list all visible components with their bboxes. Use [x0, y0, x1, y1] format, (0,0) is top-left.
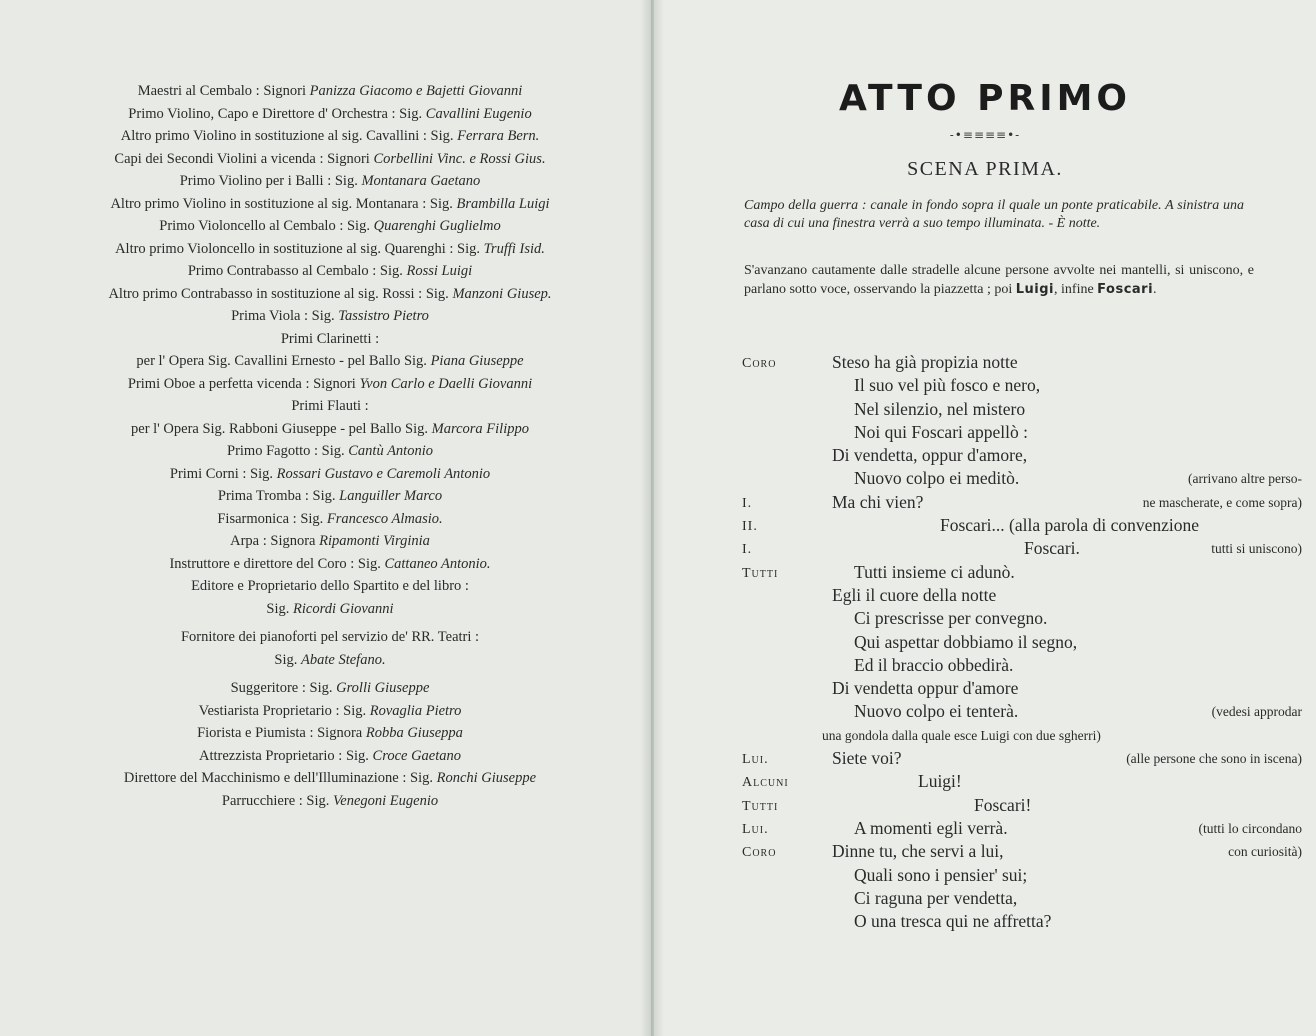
credit-role: Sig. [266, 600, 290, 617]
credit-name: Cavallini Eugenio [425, 105, 532, 122]
credit-role: Primo Violoncello al Cembalo : Sig. [159, 218, 370, 234]
verse-text: Quali sono i pensier' sui; [854, 864, 1028, 885]
act-title: ATTO PRIMO [838, 78, 1132, 119]
credit-role: Altro primo Contrabasso in sostituzione al sig. Rossi : Sig. [108, 285, 449, 302]
credit-role: Altro primo Violino in sostituzione al sig. Cavallini : Sig. [120, 128, 454, 144]
credit-name: Ripamonti Virginia [319, 533, 430, 549]
verse-text: Steso ha già propizia notte [832, 352, 1018, 372]
speaker-label: Tutti [742, 565, 779, 581]
verse-line [742, 771, 1302, 794]
credit-name: Rossi Luigi [406, 263, 473, 279]
credit-role: Primo Violino, Capo e Direttore d' Orchestra : Sig. [128, 105, 423, 122]
credit-name: Robba Giuseppa [365, 725, 463, 741]
verse-line [742, 865, 1302, 888]
credit-name: Montanara Gaetano [361, 173, 481, 189]
credit-role: Fiorista e Piumista : Signora [197, 725, 363, 741]
credit-name: Languiller Marco [339, 488, 443, 504]
credit-name: Ricordi Giovanni [293, 600, 394, 617]
stage-note: una gondola dalla quale esce Luigi con due sgherri) [822, 727, 1101, 743]
verse-text: Siete voi? [832, 748, 902, 769]
credit-role: Instruttore e direttore del Coro : Sig. [169, 555, 381, 572]
verse-line [742, 585, 1302, 608]
credit-line [40, 283, 620, 306]
credit-role: Maestri al Cembalo : Signori [137, 83, 307, 99]
credit-line [40, 553, 620, 576]
credit-name: Venegoni Eugenio [333, 792, 439, 809]
stage-note: ne mascherate, e come sopra) [1142, 494, 1302, 510]
verse-line [742, 818, 1302, 841]
verse-line [742, 399, 1302, 422]
verse-text: A momenti egli verrà. [854, 817, 1008, 838]
credit-role: Prima Tromba : Sig. [217, 488, 336, 504]
verse-text: Egli il cuore della notte [832, 584, 997, 605]
verse-text: Ci raguna per vendetta, [854, 887, 1018, 908]
character-foscari: Foscari [1097, 282, 1154, 297]
speaker-label: Tutti [742, 798, 779, 814]
credit-name: Grolli Giuseppe [336, 680, 430, 696]
credit-line [40, 395, 620, 418]
character-luigi: Luigi [1015, 282, 1055, 297]
credit-line [40, 508, 620, 531]
credit-line [40, 103, 620, 126]
credit-name: Cantù Antonio [348, 443, 433, 459]
verse-line [742, 678, 1302, 701]
verse-text: Tutti insieme ci adunò. [854, 561, 1015, 582]
credit-name: Tassistro Pietro [338, 308, 429, 324]
credit-line [40, 80, 620, 103]
credit-line [40, 530, 620, 553]
speaker-label: Alcuni [742, 775, 789, 791]
credit-role: Prima Viola : Sig. [231, 308, 335, 324]
credit-role: Fisarmonica : Sig. [217, 510, 324, 527]
credit-role: Arpa : Signora [230, 533, 316, 549]
credit-name: Manzoni Giusep. [452, 285, 552, 302]
credit-role: Primi Flauti : [291, 398, 369, 414]
stage-direction-text: S'avanzano cautamente dalle stradelle alcune persone avvolte nei mantelli, si uniscono, e parlano sotto voce, osservando la piazzetta ; poi [744, 263, 1254, 297]
credit-line [40, 418, 620, 441]
credit-name: Corbellini Vinc. e Rossi Gius. [373, 150, 546, 167]
credit-line [40, 350, 620, 373]
speaker-label: II. [742, 519, 758, 535]
speaker-label: Coro [742, 845, 777, 861]
credits-list [40, 80, 620, 812]
verse-line [742, 422, 1302, 445]
verse-text: Di vendetta oppur d'amore [832, 678, 1019, 699]
credit-line [40, 745, 620, 768]
verse-line [742, 795, 1302, 818]
verse-text: Foscari... (alla parola di convenzione [940, 515, 1199, 536]
credit-name: Yvon Carlo e Daelli Giovanni [359, 375, 533, 392]
verse-text: Il suo vel più fosco e nero, [854, 375, 1041, 396]
credit-name: Rossari Gustavo e Caremoli Antonio [276, 465, 491, 482]
verse-line [742, 841, 1302, 864]
verse-line [742, 655, 1302, 678]
verse-text: Dinne tu, che servi a lui, [832, 841, 1004, 862]
credit-role: Primo Contrabasso al Cembalo : Sig. [187, 263, 403, 279]
credit-name: Marcora Filippo [431, 420, 529, 437]
speaker-label: Lui. [742, 821, 769, 837]
verse-line [742, 911, 1302, 934]
credit-name: Abate Stefano. [301, 651, 386, 668]
stage-note: tutti si uniscono) [1211, 541, 1302, 557]
credit-line [40, 767, 620, 790]
verse-line [742, 352, 1302, 375]
credit-name: Francesco Almasio. [326, 510, 443, 527]
verse-text: Noi qui Foscari appellò : [854, 421, 1029, 442]
verse-line [742, 725, 1302, 748]
credit-name: Cattaneo Antonio. [384, 555, 491, 572]
credit-name: Brambilla Luigi [456, 195, 550, 212]
stage-direction-end: . [1153, 282, 1157, 297]
verse-line [742, 375, 1302, 398]
credit-line [40, 328, 620, 351]
verse-text: Luigi! [918, 771, 962, 792]
verse-text: Ci prescrisse per convegno. [854, 608, 1048, 629]
verse-line [742, 632, 1302, 655]
libretto-verses [742, 352, 1302, 934]
verse-text: Ed il braccio obbedirà. [854, 654, 1014, 675]
verse-text: Nuovo colpo ei meditò. [854, 468, 1020, 489]
credit-name: Rovaglia Pietro [369, 702, 462, 719]
credit-line [40, 485, 620, 508]
credit-role: Primi Oboe a perfetta vicenda : Signori [127, 375, 356, 392]
credit-line [40, 148, 620, 171]
credit-name: Ronchi Giuseppe [436, 770, 537, 786]
scene-description: Campo della guerra : canale in fondo sopra il quale un ponte praticabile. A sinistra una casa di cui una finestra verrà a suo tempo illuminata. - È notte. [744, 198, 1244, 231]
credit-name: Croce Gaetano [372, 747, 462, 764]
credit-role: Altro primo Violoncello in sostituzione al sig. Quarenghi : Sig. [115, 240, 481, 257]
speaker-label: Lui. [742, 752, 769, 768]
right-page [654, 0, 1316, 1036]
book-gutter [640, 0, 664, 1036]
verse-line [742, 468, 1302, 491]
verse-line [742, 748, 1302, 771]
verse-text: O una tresca qui ne affretta? [854, 911, 1052, 932]
speaker-label: I. [742, 542, 753, 558]
credit-line [40, 125, 620, 148]
verse-text: Nuovo colpo ei tenterà. [854, 701, 1019, 722]
credit-line [40, 790, 620, 813]
verse-line [742, 888, 1302, 911]
stage-note: (arrivano altre perso- [1188, 471, 1302, 487]
verse-text: Foscari. [1024, 538, 1080, 559]
speaker-label: I. [742, 495, 753, 511]
verse-line [742, 701, 1302, 724]
verse-line [742, 515, 1302, 538]
credit-role: Capi dei Secondi Violini a vicenda : Signori [114, 150, 370, 167]
verse-text: Nel silenzio, nel mistero [854, 398, 1026, 419]
verse-text: Di vendetta, oppur d'amore, [832, 445, 1028, 466]
credit-line [40, 260, 620, 283]
credit-line [40, 238, 620, 261]
credit-name: Ferrara Bern. [457, 128, 540, 144]
verse-text: Qui aspettar dobbiamo il segno, [854, 631, 1078, 652]
stage-note: (vedesi approdar [1211, 704, 1302, 720]
credit-role: Sig. [274, 651, 298, 668]
credit-line [40, 305, 620, 328]
credit-line [40, 649, 620, 672]
credit-name: Piana Giuseppe [430, 353, 524, 369]
credit-name: Panizza Giacomo e Bajetti Giovanni [309, 83, 523, 99]
credit-line [40, 215, 620, 238]
credit-role: Suggeritore : Sig. [230, 680, 333, 696]
credit-role: Parrucchiere : Sig. [221, 792, 330, 809]
stage-direction-mid: , infine [1054, 282, 1094, 297]
ornament-divider: -•≡≡≡≡•- [949, 128, 1021, 142]
scene-heading: SCENA PRIMA. [907, 158, 1063, 180]
verse-text: Ma chi vien? [832, 491, 924, 512]
credit-line [40, 463, 620, 486]
verse-line [742, 538, 1302, 561]
credit-line [40, 700, 620, 723]
credit-name: Quarenghi Guglielmo [373, 218, 501, 234]
verse-text: Foscari! [974, 794, 1032, 815]
credit-line [40, 598, 620, 621]
credit-role: Primo Violino per i Balli : Sig. [179, 173, 358, 189]
credit-role: Fornitore dei pianoforti pel servizio de' RR. Teatri : [180, 629, 480, 645]
credit-role: Direttore del Macchinismo e dell'Illuminazione : Sig. [123, 770, 433, 786]
credit-line [40, 193, 620, 216]
verse-line [742, 562, 1302, 585]
verse-line [742, 445, 1302, 468]
credit-line [40, 575, 620, 598]
stage-note: (alle persone che sono in iscena) [1126, 751, 1302, 767]
credit-line [40, 373, 620, 396]
credit-role: Primi Corni : Sig. [169, 465, 274, 482]
stage-direction [744, 261, 1254, 299]
credit-line [40, 626, 620, 649]
credit-role: per l' Opera Sig. Rabboni Giuseppe - pel Ballo Sig. [131, 420, 429, 437]
credit-role: Primi Clarinetti : [280, 330, 380, 347]
credit-role: Attrezzista Proprietario : Sig. [198, 747, 369, 764]
stage-note: (tutti lo circondano [1198, 820, 1302, 836]
verse-line [742, 492, 1302, 515]
credit-line [40, 170, 620, 193]
credit-role: Altro primo Violino in sostituzione al sig. Montanara : Sig. [110, 195, 453, 212]
credit-role: Editore e Proprietario dello Spartito e del libro : [191, 578, 469, 594]
credit-name: Truffi Isid. [483, 240, 545, 257]
credit-line [40, 440, 620, 463]
verse-line [742, 608, 1302, 631]
credit-role: per l' Opera Sig. Cavallini Ernesto - pel Ballo Sig. [136, 353, 427, 369]
stage-note: con curiosità) [1228, 844, 1302, 860]
credit-role: Primo Fagotto : Sig. [227, 443, 345, 459]
speaker-label: Coro [742, 356, 777, 371]
credit-line [40, 677, 620, 700]
credit-role: Vestiarista Proprietario : Sig. [198, 702, 367, 719]
left-page [0, 0, 652, 1036]
credit-line [40, 722, 620, 745]
